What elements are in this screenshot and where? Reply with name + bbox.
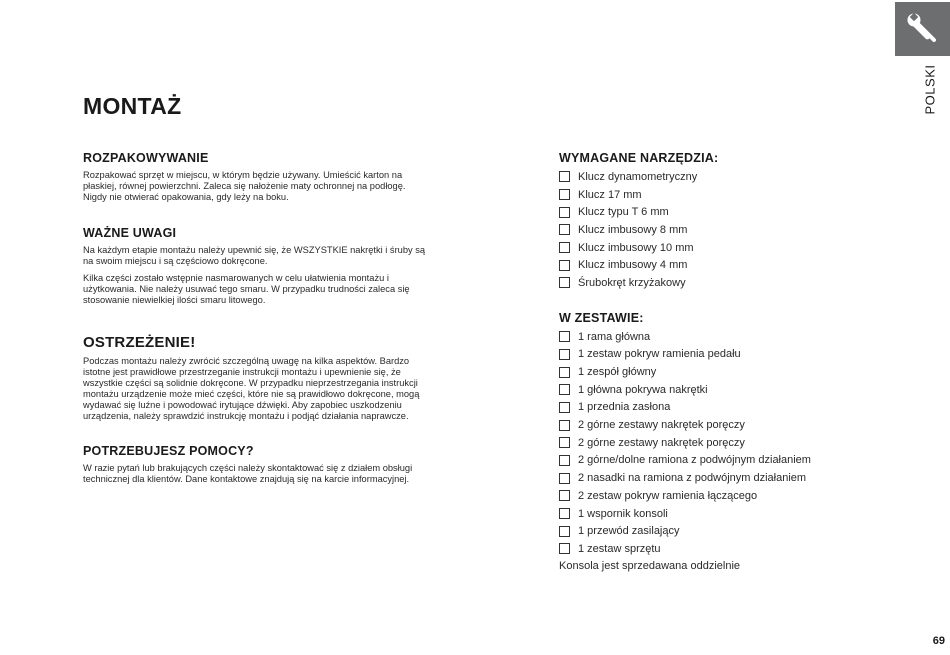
kit-label: 1 rama główna <box>578 330 651 343</box>
kit-heading: W ZESTAWIE: <box>559 310 644 325</box>
kit-label: 2 górne zestawy nakrętek poręczy <box>578 436 745 449</box>
kit-item <box>559 381 859 399</box>
kit-label: 2 zestaw pokryw ramienia łączącego <box>578 489 758 502</box>
kit-item <box>559 328 859 346</box>
kit-item <box>559 522 859 540</box>
checkbox[interactable] <box>559 277 570 288</box>
kit-item <box>559 469 859 487</box>
help-section <box>83 444 428 485</box>
left-column <box>83 151 428 485</box>
kit-item <box>559 540 859 558</box>
checkbox[interactable] <box>559 367 570 378</box>
checkbox[interactable] <box>559 473 570 484</box>
help-heading: POTRZEBUJESZ POMOCY? <box>83 444 254 458</box>
notes-heading: WAŻNE UWAGI <box>83 226 177 240</box>
checkbox[interactable] <box>559 455 570 466</box>
kit-label: 2 górne/dolne ramiona z podwójnym działaniem <box>578 454 811 467</box>
kit-label: 2 górne zestawy nakrętek poręczy <box>578 419 745 432</box>
tool-label: Klucz 17 mm <box>578 188 642 201</box>
checkbox[interactable] <box>559 207 570 218</box>
checkbox[interactable] <box>559 384 570 395</box>
tool-label: Klucz typu T 6 mm <box>578 206 669 219</box>
tool-item <box>559 239 859 257</box>
kit-section <box>559 311 859 572</box>
tool-label: Klucz dynamometryczny <box>578 170 698 183</box>
checkbox[interactable] <box>559 437 570 448</box>
tool-item <box>559 221 859 239</box>
tools-section <box>559 151 859 292</box>
kit-label: 1 główna pokrywa nakrętki <box>578 383 708 396</box>
kit-label: 2 nasadki na ramiona z podwójnym działaniem <box>578 472 807 485</box>
unpacking-text: Rozpakować sprzęt w miejscu, w którym będzie używany. Umieścić karton na płaskiej, równej powierzchni. Zaleca się nałożenie maty ochronnej na podłogę. Nigdy nie otwierać opakowania, gdy leży na boku. <box>83 170 406 202</box>
help-text: W razie pytań lub brakujących części należy skontaktować się z działem obsługi technicznej dla klientów. Dane kontaktowe znajdują się na karcie informacyjnej. <box>83 463 413 484</box>
kit-label: 1 przewód zasilający <box>578 525 680 538</box>
unpacking-heading: ROZPAKOWYWANIE <box>83 151 209 165</box>
checkbox[interactable] <box>559 171 570 182</box>
notes-text-2: Kilka części zostało wstępnie nasmarowanych w celu ułatwienia montażu i użytkowania. Nie należy usuwać tego smaru. W przypadku trudności zaleca się stosowanie niewielkiej ilości smaru litowego. <box>83 273 410 305</box>
checkbox[interactable] <box>559 490 570 501</box>
checkbox[interactable] <box>559 508 570 519</box>
checkbox[interactable] <box>559 260 570 271</box>
kit-label: 1 zespół główny <box>578 366 657 379</box>
right-column <box>559 151 859 572</box>
notes-text-1: Na każdym etapie montażu należy upewnić się, że WSZYSTKIE nakrętki i śruby są na swoim miejscu i są częściowo dokręcone. <box>83 245 426 266</box>
wrench-tab <box>895 2 950 56</box>
kit-item <box>559 399 859 417</box>
tool-label: Śrubokręt krzyżakowy <box>578 276 686 289</box>
kit-item <box>559 505 859 523</box>
checkbox[interactable] <box>559 543 570 554</box>
kit-label: 1 zestaw sprzętu <box>578 542 661 555</box>
tools-heading: WYMAGANE NARZĘDZIA: <box>559 151 719 165</box>
kit-label: 1 przednia zasłona <box>578 401 671 414</box>
checkbox[interactable] <box>559 189 570 200</box>
tool-label: Klucz imbusowy 4 mm <box>578 259 688 272</box>
notes-section <box>83 226 428 306</box>
warning-heading: OSTRZEŻENIE! <box>83 334 196 351</box>
wrench-icon <box>905 11 941 47</box>
tool-item <box>559 168 859 186</box>
page-title: MONTAŻ <box>83 93 182 119</box>
tool-item <box>559 274 859 292</box>
tool-label: Klucz imbusowy 10 mm <box>578 241 694 254</box>
kit-item <box>559 434 859 452</box>
language-label: POLSKI <box>922 64 938 114</box>
checkbox[interactable] <box>559 224 570 235</box>
checkbox[interactable] <box>559 331 570 342</box>
kit-item <box>559 346 859 364</box>
kit-item <box>559 487 859 505</box>
warning-text: Podczas montażu należy zwrócić szczególną uwagę na kilka aspektów. Bardzo istotne jest prawidłowe przestrzeganie instrukcji montażu i upewnienie się, że wszystkie części są solidnie dokręcone. W przypadku nieprzestrzegania instrukcji montażu urządzenie może mieć części, które nie są prawidłowo dokręcone, mogą wydawać się luźne i powodować irytujące dźwięki. Aby zapobiec uszkodzeniu urządzenia, należy sprawdzić instrukcję montażu i podjąć działania naprawcze. <box>83 356 420 421</box>
checkbox[interactable] <box>559 402 570 413</box>
checkbox[interactable] <box>559 242 570 253</box>
tool-label: Klucz imbusowy 8 mm <box>578 223 688 236</box>
checkbox[interactable] <box>559 526 570 537</box>
kit-item <box>559 416 859 434</box>
tool-item <box>559 256 859 274</box>
checkbox[interactable] <box>559 349 570 360</box>
console-note: Konsola jest sprzedawana oddzielnie <box>559 559 741 572</box>
tool-item <box>559 203 859 221</box>
kit-list <box>559 328 859 558</box>
checkbox[interactable] <box>559 420 570 431</box>
kit-label: 1 zestaw pokryw ramienia pedału <box>578 348 741 361</box>
tool-item <box>559 186 859 204</box>
tools-list <box>559 168 859 292</box>
kit-label: 1 wspornik konsoli <box>578 507 668 520</box>
kit-item <box>559 363 859 381</box>
kit-item <box>559 452 859 470</box>
page-number: 69 <box>932 635 945 647</box>
unpacking-section <box>83 151 428 203</box>
warning-section <box>83 334 428 422</box>
